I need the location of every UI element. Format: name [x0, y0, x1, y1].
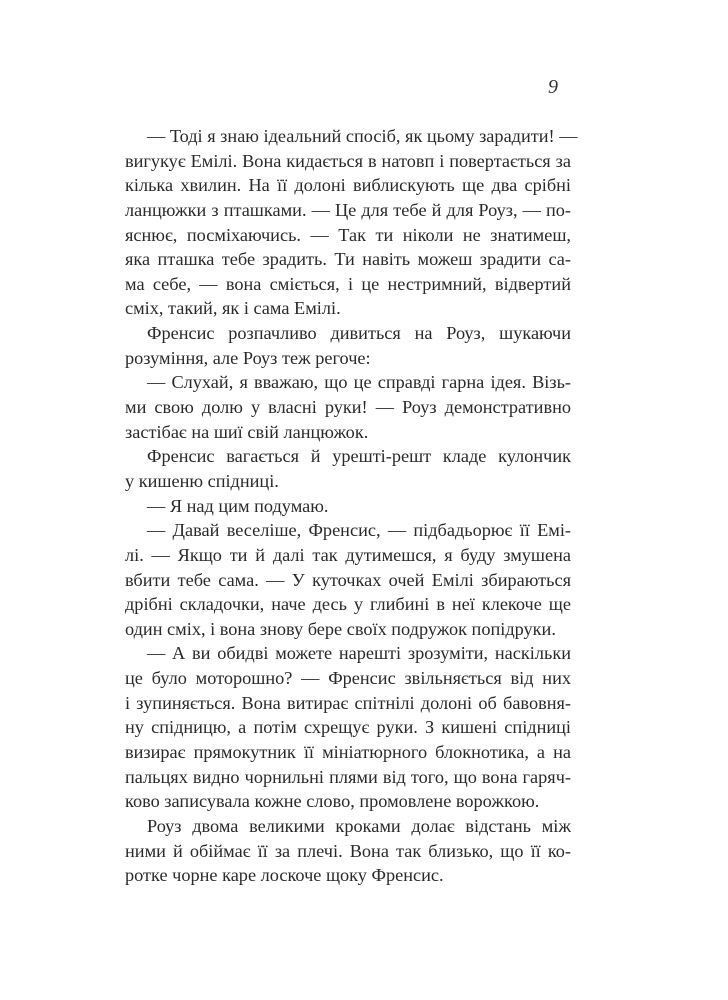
text-line: Френсис розпачливо дивиться на Роуз, шукаючи [147, 323, 571, 344]
text-line: ми свою долю у власні руки! — Роуз демонстративно [125, 397, 571, 418]
text-line: ротке чорне каре лоскоче щоку Френсис. [125, 865, 444, 886]
paragraph [125, 370, 571, 444]
text-line: вбити тебе сама. — У куточках очей Емілі збираються [125, 569, 571, 590]
text-line: у кишеню спідниці. [125, 470, 279, 491]
text-line: пальцях видно чорнильні плями від того, що вона гаряч- [125, 766, 571, 787]
text-line: розуміння, але Роуз теж регоче: [125, 347, 371, 368]
text-line: вигукує Емілі. Вона кидається в натовп і повертається за [125, 150, 571, 171]
paragraph [125, 321, 571, 370]
text-line: яка пташка тебе зрадить. Ти навіть можеш зрадити са- [125, 249, 571, 270]
text-line: визирає прямокутник її мініатюрного блокнотика, а на [125, 742, 571, 763]
text-line: яснює, посміхаючись. — Так ти ніколи не знатимеш, [125, 224, 571, 245]
text-line: — Давай веселіше, Френсис, — підбадьорює її Емі- [147, 520, 571, 541]
text-line: — Слухай, я вважаю, що це справді гарна ідея. Візь- [147, 372, 571, 393]
text-line: ково записувала кожне слово, промовлене ворожкою. [125, 791, 540, 812]
paragraph [125, 641, 571, 813]
text-line: кілька хвилин. На її долоні виблискують ще два срібні [125, 175, 571, 196]
text-line: ними й обіймає її за плечі. Вона так близько, що її ко- [125, 840, 571, 861]
paragraph [125, 444, 571, 493]
text-line: лі. — Якщо ти й далі так дутимешся, я буду змушена [125, 544, 571, 565]
text-line: ну спідницю, а потім схрещує руки. З кишені спідниці [125, 717, 571, 738]
page-number: 9 [548, 76, 558, 98]
text-line: Френсис вагається й урешті-решт кладе кулончик [147, 446, 571, 467]
paragraph [125, 814, 571, 888]
text-line: — Я над цим подумаю. [147, 495, 329, 516]
paragraph [125, 494, 571, 519]
text-line: Роуз двома великими кроками долає відстань між [147, 815, 571, 836]
paragraph [125, 124, 578, 321]
text-line: ланцюжки з пташками. — Це для тебе й для Роуз, — по- [125, 199, 571, 220]
text-line: — Тоді я знаю ідеальний спосіб, як цьому зарадити! — [147, 126, 578, 146]
text-line: це було моторошно? — Френсис звільняється від них [125, 668, 571, 689]
text-line: дрібні складочки, наче десь у глибині в неї клекоче ще [125, 594, 571, 615]
text-line: ма себе, — вона сміється, і це нестримний, відвертий [125, 273, 571, 294]
text-line: сміх, такий, як і сама Емілі. [125, 298, 341, 319]
text-line: один сміх, і вона знову бере своїх подружок попідруки. [125, 618, 556, 639]
text-line: і зупиняється. Вона витирає спітнілі долоні об бавовня- [125, 692, 571, 713]
text-line: застібає на шиї свій ланцюжок. [125, 421, 369, 442]
body-text [125, 124, 578, 888]
text-line: — А ви обидві можете нарешті зрозуміти, наскільки [147, 643, 571, 664]
paragraph [125, 518, 571, 641]
